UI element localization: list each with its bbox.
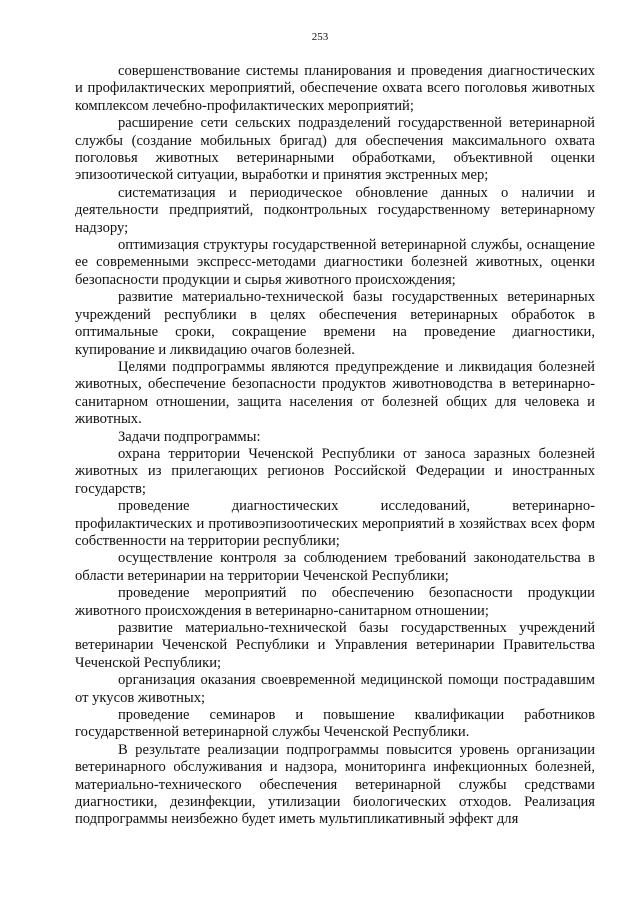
paragraph: развитие материально-технической базы государственных ветеринарных учреждений республики в целях обеспечения ветеринарных обработок в оптимальные сроки, сокращение времени на проведение диагностики, купирование и ликвидацию очагов болезней. <box>75 289 595 358</box>
paragraph: расширение сети сельских подразделений государственной ветеринарной службы (создание мобильных бригад) для обеспечения максимального охвата поголовья животных ветеринарными обработками, объективной оценки эпизоотической ситуации, выработки и принятия экстренных мер; <box>75 115 595 184</box>
paragraph: охрана территории Чеченской Республики от заноса заразных болезней животных из прилегающих регионов Российской Федерации и иностранных государств; <box>75 445 595 497</box>
paragraph: систематизация и периодическое обновление данных о наличии и деятельности предприятий, подконтрольных государственному ветеринарному надзору; <box>75 184 595 236</box>
paragraph: оптимизация структуры государственной ветеринарной службы, оснащение ее современными экспресс-методами диагностики болезней животных, оценки безопасности продукции и сырья животного происхождения; <box>75 237 595 288</box>
paragraph: организация оказания своевременной медицинской помощи пострадавшим от укусов животных; <box>75 672 595 706</box>
document-body <box>75 63 595 829</box>
paragraph: проведение семинаров и повышение квалификации работников государственной ветеринарной службы Чеченской Республики. <box>75 707 595 741</box>
paragraph: проведение диагностических исследований, ветеринарно-профилактических и противоэпизоотических мероприятий в хозяйствах всех форм собственности на территории республики; <box>75 498 595 549</box>
paragraph: развитие материально-технической базы государственных учреждений ветеринарии Чеченской Республики и Управления ветеринарии Правительства Чеченской Республики; <box>75 620 595 671</box>
paragraph: осуществление контроля за соблюдением требований законодательства в области ветеринарии на территории Чеченской Республики; <box>75 550 595 584</box>
paragraph: В результате реализации подпрограммы повысится уровень организации ветеринарного обслуживания и надзора, мониторинга инфекционных болезней, материально-технического обеспечения ветеринарной службы средствами диагностики, дезинфекции, утилизации биологических отходов. Реализация подпрограммы неизбежно будет иметь мультипликативный эффект для <box>75 741 595 828</box>
page-number: 253 <box>311 31 329 43</box>
paragraph: Задачи подпрограммы: <box>118 428 261 445</box>
paragraph: совершенствование системы планирования и проведения диагностических и профилактических мероприятий, обеспечение охвата всего поголовья животных комплексом лечебно-профилактических мероприятий; <box>75 63 595 114</box>
paragraph: Целями подпрограммы являются предупреждение и ликвидация болезней животных, обеспечение безопасности продуктов животноводства в ветеринарно-санитарном отношении, защита населения от болезней общих для человека и животных. <box>75 358 595 428</box>
paragraph: проведение мероприятий по обеспечению безопасности продукции животного происхождения в ветеринарно-санитарном отношении; <box>75 585 595 619</box>
